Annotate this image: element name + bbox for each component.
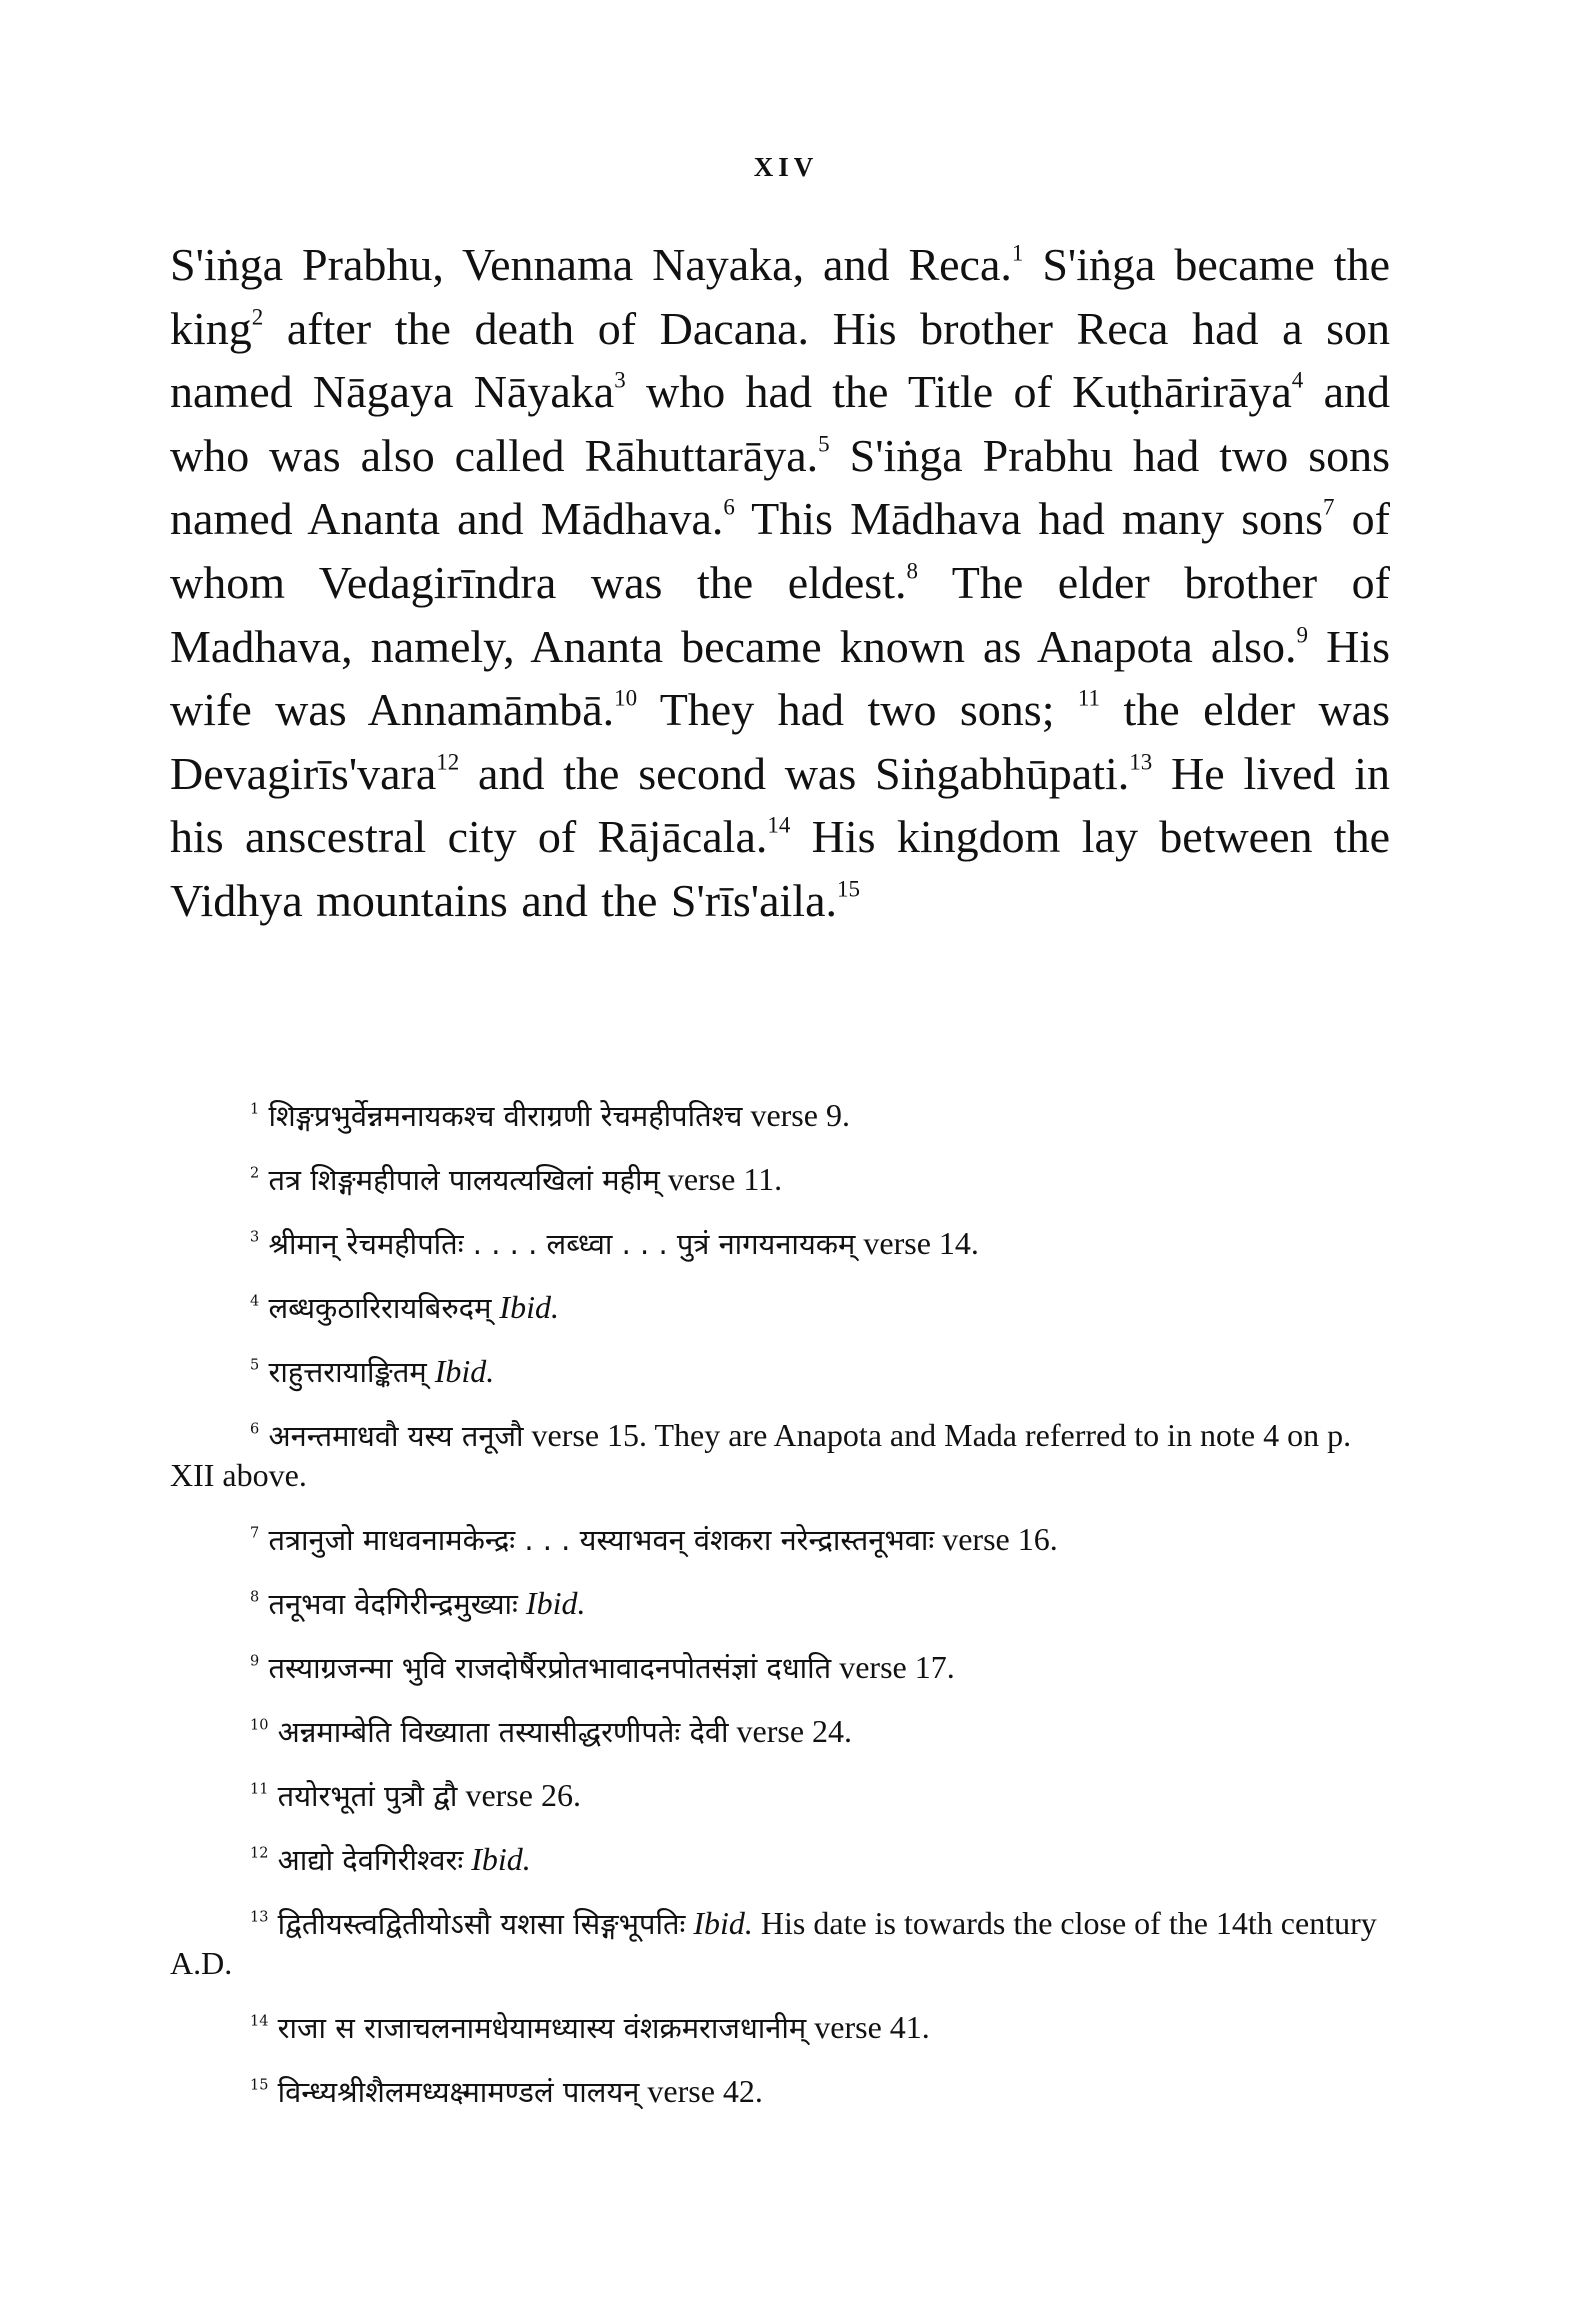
footnote: $^{12}$ आद्यो देवगिरीश्वरः Ibid. xyxy=(250,1841,531,1877)
footnote: $^8$ तनूभवा वेदगिरीन्द्रमुख्याः Ibid. xyxy=(250,1585,586,1621)
footnote: $^5$ राहुत्तरायाङ्कितम् Ibid. xyxy=(250,1353,495,1389)
footnote-ref-7: 7 xyxy=(1323,494,1335,520)
footnotes-section xyxy=(170,1096,1390,2136)
footnote-ref-9: 9 xyxy=(1296,622,1308,648)
footnote-ref-15: 15 xyxy=(836,876,860,902)
footnote-ref-6: 6 xyxy=(723,494,735,520)
footnote-ref-1: 1 xyxy=(1011,240,1024,266)
footnote: $^3$ श्रीमान् रेचमहीपतिः . . . . लब्ध्वा . . . पुत्रं नागयनायकम् verse 14. xyxy=(250,1225,979,1261)
footnote-ref-13: 13 xyxy=(1129,749,1153,775)
footnote-ref-8: 8 xyxy=(906,558,918,584)
footnote-ref-10: 10 xyxy=(614,685,638,711)
footnote: $^{15}$ विन्ध्यश्रीशैलमध्यक्ष्मामण्डलं पालयन् verse 42. xyxy=(250,2073,763,2109)
footnote: $^1$ शिङ्गप्रभुर्वेन्नमनायकश्च वीराग्रणी रेचमहीपतिश्च verse 9. xyxy=(250,1097,850,1133)
footnote-ref-14: 14 xyxy=(767,812,791,838)
footnote-ref-12: 12 xyxy=(436,749,460,775)
footnote: $^2$ तत्र शिङ्गमहीपाले पालयत्यखिलां महीम् verse 11. xyxy=(250,1161,783,1197)
footnote: $^7$ तत्रानुजो माधवनामकेन्द्रः . . . यस्याभवन् वंशकरा नरेन्द्रास्तनूभवाः verse 16. xyxy=(250,1521,1058,1557)
footnote-ref-3: 3 xyxy=(614,367,626,393)
footnote-ref-2: 2 xyxy=(251,304,264,330)
footnote: $^9$ तस्याग्रजन्मा भुवि राजदोर्षैरप्रोतभावादनपोतसंज्ञां दधाति verse 17. xyxy=(250,1649,955,1685)
page-number: XIV xyxy=(753,152,819,182)
footnote-ref-4: 4 xyxy=(1291,367,1304,393)
footnote: $^{11}$ तयोरभूतां पुत्रौ द्वौ verse 26. xyxy=(250,1777,581,1813)
footnote-ref-11: 11 xyxy=(1077,685,1101,711)
footnote: $^4$ लब्धकुठारिरायबिरुदम् Ibid. xyxy=(250,1289,559,1325)
footnote-ref-5: 5 xyxy=(818,431,830,457)
footnote: $^{10}$ अन्नमाम्बेति विख्याता तस्यासीद्धरणीपतेः देवी verse 24. xyxy=(250,1713,853,1749)
main-paragraph: S'iṅga Prabhu, Vennama Nayaka, and Reca.$^1$ S'iṅga became the king$^2$ after the death of Dacana. His brother Reca had a son named Nāgaya Nāyaka$^3$ who had the Title of Kuṭhārirāya$^4$ and who was also called Rāhuttarāya.$^5$ S'iṅga Prabhu had two sons named Ananta and Mādhava.$^6$ This Mādhava had many sons$^7$ of whom Vedagirīndra was the eldest.$^8$ The elder brother of Madhava, namely, Ananta became known as Anapota also.$^9$ His wife was Annamāmbā.$^{10}$ They had two sons; $^{11}$ the elder was Devagirīs'vara$^{12}$ and the second was Siṅgabhūpati.$^{13}$ He lived in his anscestral city of Rājācala.$^{14}$ His kingdom lay between the Vidhya mountains and the S'rīs'aila.$^{15}$ xyxy=(170,239,1391,926)
footnote: $^{13}$ द्वितीयस्त्वद्वितीयोऽसौ यशसा सिङ्गभूपतिः Ibid. His date is towards the close of the 14th century A.D. xyxy=(170,1905,1377,1981)
footnote: $^{14}$ राजा स राजाचलनामधेयामध्यास्य वंशक्रमराजधानीम् verse 41. xyxy=(250,2009,930,2045)
footnote: $^6$ अनन्तमाधवौ यस्य तनूजौ verse 15. They are Anapota and Mada referred to in note 4 on p. XII above. xyxy=(170,1417,1352,1493)
